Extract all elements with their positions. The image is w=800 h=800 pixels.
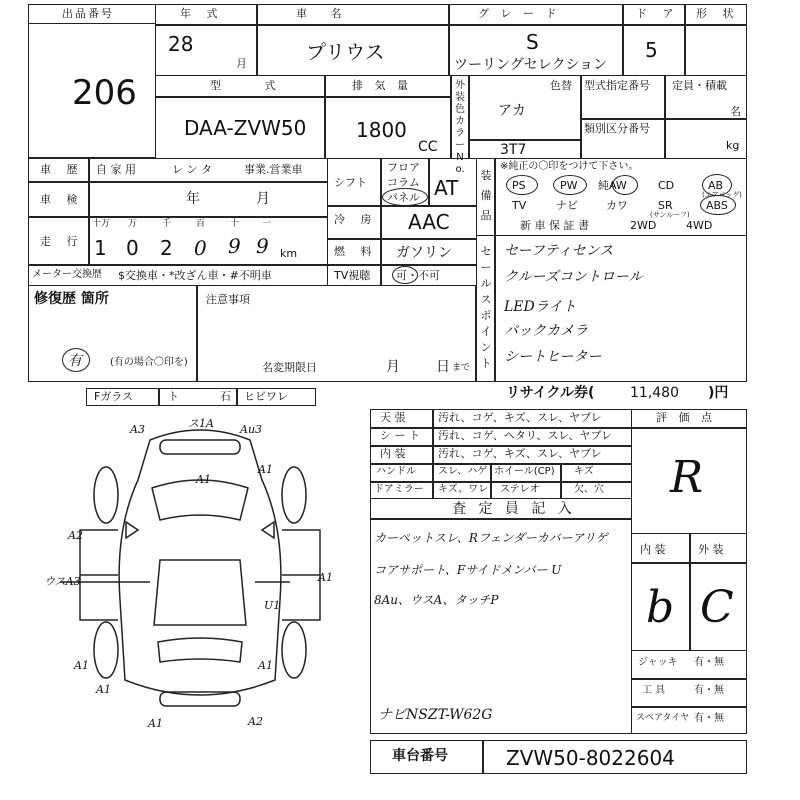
mileage-label: 走 行: [40, 235, 84, 248]
recycle-value: 11,480: [630, 385, 679, 401]
color-mid: [468, 139, 580, 141]
mileage-unit-3: 千: [162, 219, 172, 229]
tools-r1: [631, 678, 747, 680]
color-value: アカ: [498, 103, 526, 119]
year-label: 年 式: [180, 7, 224, 20]
mid-r2: [327, 238, 477, 240]
header-underline: [155, 24, 747, 26]
spec-mid: [580, 118, 747, 120]
div-disp: [450, 75, 452, 159]
shift-value: AT: [434, 176, 459, 200]
div-extcol: [468, 75, 470, 159]
inspector-label: 査 定 員 記 入: [452, 501, 576, 517]
int-r3: [370, 463, 632, 465]
int-label: 内 装: [640, 543, 666, 556]
grade-score: R: [670, 452, 704, 503]
shift-opt-2: コラム: [387, 176, 420, 189]
ie-mid: [689, 533, 691, 651]
spare-opts: 有・無: [694, 713, 724, 724]
grade-label: グ レ ー ド: [478, 7, 561, 20]
glass-opt-1: Fガラス: [94, 390, 133, 403]
wheel-value: キズ: [574, 466, 594, 477]
ac-value: AAC: [408, 210, 450, 234]
repair-label: 修復歴 箇所: [34, 291, 109, 307]
history-opt-2: レ ン タ: [172, 163, 212, 176]
sales-point-5: シートヒーター: [504, 349, 602, 365]
int-r4: [370, 481, 632, 483]
mileage-digit-1: 1: [94, 236, 107, 260]
cap-unit1: 名: [730, 105, 741, 118]
ie-head: [631, 562, 747, 564]
doors-value: 5: [645, 38, 658, 62]
mark-a1-2: A1: [258, 463, 273, 476]
name-change-month: 月: [386, 359, 400, 375]
circle-ab: [702, 174, 732, 196]
class-label: 類別区分番号: [584, 122, 650, 135]
mileage-digit-3: 2: [160, 236, 173, 260]
int-row3-value: 汚れ、コゲ、キズ、スレ、ヤブレ: [438, 447, 602, 460]
doors-label: ド ア: [636, 7, 680, 20]
shift-circle: [382, 188, 428, 206]
div-year: [256, 4, 258, 76]
mid-col: [380, 158, 382, 286]
ext-score: C: [700, 582, 734, 633]
equip-navi: ナビ: [556, 199, 578, 212]
mileage-unit-4: 百: [196, 219, 206, 229]
lb-r1: [28, 181, 328, 183]
equip-leather: カワ: [606, 199, 628, 212]
equip-ps: PS: [512, 179, 526, 192]
equip-ab: AB: [708, 179, 724, 192]
int-row2-label: シ ー ト: [380, 429, 420, 442]
fuel-label: 燃 料: [334, 245, 378, 258]
glass-stone: 石: [220, 390, 231, 403]
month-suffix: 月: [236, 57, 247, 70]
mark-bottom-left: A1: [148, 717, 163, 730]
row2-underline-b: [324, 96, 450, 98]
color-label: 色替: [550, 79, 572, 92]
handle-label: ハンドル: [376, 466, 416, 477]
history-opt-3: 事業.営業車: [244, 163, 303, 176]
mark-a1-1: A1: [196, 473, 211, 486]
glass-opt-2: ト: [168, 390, 179, 403]
type-label: 型 式: [210, 79, 296, 92]
lot-label: 出品番号: [62, 7, 114, 20]
mark-a2-left: A2: [68, 529, 83, 542]
mileage-digit-2: 0: [126, 236, 139, 260]
chassis-div: [482, 740, 484, 774]
grade-sub: ツーリングセレクション: [454, 57, 608, 73]
equip-aw: 純AW: [598, 179, 627, 192]
stereo-label: ステレオ: [500, 484, 540, 495]
recycle-suffix: )円: [708, 385, 729, 401]
mark-a1-6: A1: [96, 683, 111, 696]
mileage-unit-2: 万: [128, 219, 138, 229]
int-col: [432, 409, 434, 499]
div-type: [324, 75, 326, 159]
grade-value: S: [526, 30, 539, 54]
disp-value: 1800: [356, 118, 407, 142]
glass-d1: [158, 388, 160, 406]
tools-opts: 有・無: [694, 685, 724, 696]
shape-label: 形 状: [696, 7, 740, 20]
inspector-note-3: 8Au、ウスA、タッチP: [374, 593, 499, 607]
disp-label: 排 気 量: [352, 79, 412, 92]
repair-circle: [62, 348, 90, 372]
equip-sr-sub: (サンルーフ): [650, 211, 690, 219]
int-c3: [560, 463, 562, 499]
int-row1-label: 天 張: [380, 411, 406, 424]
equip-cd: CD: [658, 179, 675, 192]
circle-aw: [612, 175, 638, 195]
mark-a1-5: A1: [74, 659, 89, 672]
fuel-value: ガソリン: [396, 245, 452, 261]
mirror-value: キズ、ワレ: [438, 484, 489, 495]
mark-a1-3: A1: [318, 571, 333, 584]
equip-sr: SR: [658, 199, 673, 212]
mileage-digit-4: 0: [194, 236, 207, 260]
int-row1-value: 汚れ、コゲ、キズ、スレ、ヤブレ: [438, 411, 602, 424]
equip-tv: TV: [512, 199, 527, 212]
recycle-label: リサイクル券(: [506, 385, 595, 401]
circle-ps: [506, 175, 538, 195]
sales-point-3: LEDライト: [504, 299, 577, 315]
inspector-note-1: カーペットスレ、Rフェンダーカバーアリゲ: [374, 531, 608, 545]
equip-label: 装備品: [480, 169, 492, 222]
model-value: プリウス: [306, 40, 385, 64]
ac-label: 冷 房: [334, 213, 378, 226]
glass-opt-3: ヒビワレ: [244, 390, 288, 403]
grade-box-label: 評 価 点: [656, 411, 716, 424]
tv-value: 可・不可: [396, 269, 440, 282]
tv-label: TV視聴: [334, 269, 371, 282]
mark-u1: U1: [264, 599, 281, 612]
spare-label: スペアタイヤ: [636, 713, 690, 723]
repair-div: [196, 285, 198, 382]
lot-number: 206: [72, 73, 137, 113]
equip-note: ※純正の〇印をつけて下さい。: [500, 161, 639, 172]
inspect-label: 車 検: [40, 193, 84, 206]
mid-shift-col: [428, 158, 430, 205]
insp-header-line: [370, 518, 632, 520]
inspector-navi: ナビNSZT-W62G: [378, 707, 493, 723]
color-code: 3T7: [500, 142, 527, 158]
equip-pw: PW: [560, 179, 578, 192]
chassis-value: ZVW50-8022604: [506, 746, 675, 770]
shift-opt-1: フロア: [387, 161, 420, 174]
warranty-label: 新 車 保 証 書: [520, 219, 589, 232]
div-spec: [664, 75, 666, 159]
spec-label: 型式指定番号: [584, 79, 650, 92]
ext-color-label: 外装色カラーNo.: [455, 80, 465, 175]
tv-circle: [392, 266, 418, 284]
meter-label: メーター交換歴: [32, 269, 102, 280]
div-grade: [622, 4, 624, 76]
repair-note: (有の場合〇印を): [110, 357, 188, 368]
meter-legend: $交換車・*改ざん車・#不明車: [118, 269, 272, 282]
equip-col: [494, 158, 496, 236]
lb-col: [88, 158, 90, 264]
ext-label: 外 装: [698, 543, 724, 556]
mileage-digit-6: 9: [256, 234, 269, 258]
stereo-value: 欠、穴: [574, 484, 604, 495]
div-color: [580, 75, 582, 159]
wheel-label: ホイール(CP): [494, 466, 555, 477]
mark-usa: ウスA3: [44, 575, 81, 588]
row2-underline: [155, 96, 325, 98]
model-label: 車 名: [296, 7, 352, 20]
inspect-year: 年: [186, 191, 200, 207]
mark-bottom-right: A2: [248, 715, 263, 728]
grade-header-line: [631, 427, 747, 429]
mileage-unit-km: km: [280, 247, 298, 260]
history-opt-1: 自 家 用: [96, 163, 136, 176]
int-c2: [490, 463, 492, 499]
disp-unit: CC: [418, 139, 438, 155]
inspect-month: 月: [256, 191, 270, 207]
shift-label: シフト: [334, 176, 367, 189]
jack-opts: 有・無: [694, 657, 724, 668]
mileage-unit-5: 十: [230, 219, 240, 229]
mileage-digit-5: 9: [228, 234, 241, 258]
drive-2wd: 2WD: [630, 219, 657, 232]
name-change-label: 名変期限日: [262, 361, 317, 374]
mileage-unit-1: 十万: [92, 219, 111, 229]
sales-point-1: セーフティセンス: [504, 243, 614, 259]
name-change-suffix: まで: [452, 363, 471, 373]
mark-top-s1a: ス1A: [188, 417, 214, 430]
equip-ab-sub: (エアバッグ): [702, 191, 742, 199]
int-score: b: [646, 582, 675, 633]
int-row3-label: 内 装: [380, 447, 406, 460]
name-change-day: 日: [436, 359, 450, 375]
sales-point-2: クルーズコントロール: [504, 269, 643, 285]
drive-4wd: 4WD: [686, 219, 713, 232]
cap-unit2: kg: [726, 139, 740, 152]
circle-pw: [553, 175, 587, 195]
mark-top-a3: A3: [130, 423, 145, 436]
int-row2-value: 汚れ、コゲ、ヘタリ、スレ、ヤブレ: [438, 429, 613, 442]
caution-label: 注意事項: [206, 293, 250, 306]
type-value: DAA-ZVW50: [184, 116, 307, 140]
sales-col: [494, 235, 496, 382]
jack-label: ジャッキ: [638, 657, 678, 668]
div-model: [448, 4, 450, 76]
sales-label: セールスポイント: [480, 245, 492, 370]
shift-opt-3: パネル: [387, 191, 420, 204]
mileage-unit-6: 一: [262, 219, 272, 229]
tools-r2: [631, 706, 747, 708]
tools-label: 工 具: [642, 685, 666, 696]
circle-abs: [700, 195, 736, 215]
repair-value: 有: [68, 353, 82, 369]
car-diagram: [40, 410, 360, 730]
mark-a1-4: A1: [258, 659, 273, 672]
mark-top-au3: Au3: [240, 423, 263, 436]
mirror-label: ドアミラー: [374, 484, 424, 495]
handle-value: スレ、ハゲ: [438, 466, 488, 477]
div-doors: [684, 4, 686, 76]
year-value: 28: [168, 32, 194, 56]
sales-point-4: バックカメラ: [504, 323, 588, 339]
glass-d2: [236, 388, 238, 406]
lb-r2: [28, 216, 328, 218]
history-label: 車 歴: [40, 163, 84, 176]
equip-abs: ABS: [706, 199, 728, 212]
left-block: [28, 158, 328, 286]
chassis-label: 車台番号: [392, 748, 448, 764]
inspector-note-2: コアサポート、Fサイドメンバー U: [374, 563, 562, 577]
cap-label: 定員・積載: [672, 79, 727, 92]
